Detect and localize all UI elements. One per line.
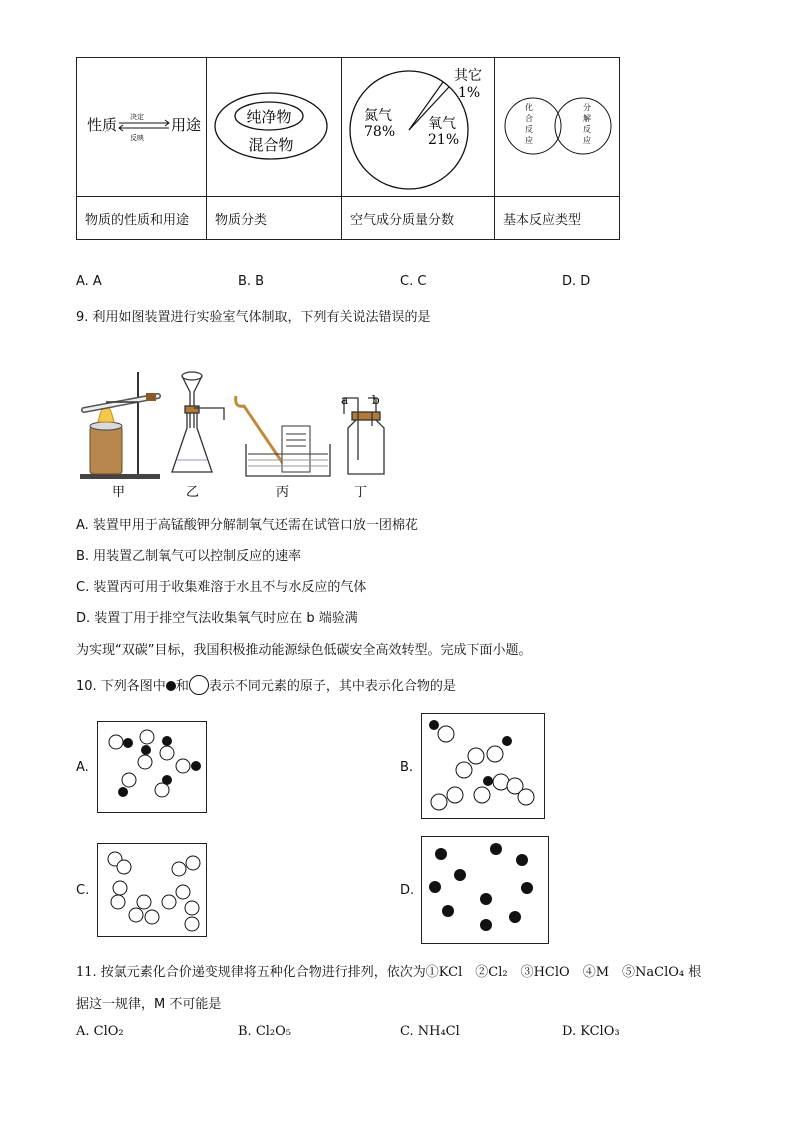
q11-stem-line1: 11. 按氯元素化合价递变规律将五种化合物进行排列，依次为①KCl ②Cl₂ ③HClO ④M ⑤NaClO₄ 根 [76, 965, 702, 980]
q10-option-a-label[interactable]: A. [76, 760, 89, 775]
classification-diagram [207, 58, 341, 192]
venn-left-char-2: 合 [525, 114, 533, 123]
double-arrow-icon [119, 120, 169, 131]
q8-option-a[interactable]: A. A [76, 274, 102, 289]
pure-substance-label: 纯净物 [246, 108, 292, 126]
port-a-label: a [341, 393, 349, 407]
other-label: 其它 [454, 68, 482, 84]
q11-stem-line2: 据这一规律，M 不可能是 [76, 997, 222, 1012]
venn-right-char-2: 解 [583, 114, 591, 123]
q11-option-b[interactable]: B. Cl₂O₅ [238, 1024, 292, 1039]
apparatus-jia-icon [80, 372, 160, 479]
mixture-label: 混合物 [248, 136, 294, 154]
n2-percent: 78% [364, 124, 396, 140]
classification-cell [207, 58, 342, 197]
other-percent: 1% [458, 85, 481, 101]
caption-reaction: 基本反应类型 [495, 197, 620, 240]
q8-option-b[interactable]: B. B [238, 274, 265, 289]
label-yi: 乙 [186, 485, 200, 500]
n2-label: 氮气 [364, 108, 392, 124]
q11-option-c[interactable]: C. NH₄Cl [400, 1024, 460, 1039]
q10-box-c[interactable] [97, 843, 207, 937]
air-pie-chart [342, 58, 494, 192]
q11-option-a[interactable]: A. ClO₂ [76, 1024, 124, 1039]
use-text: 用途 [171, 116, 202, 134]
property-use-diagram [77, 58, 206, 192]
caption-air: 空气成分质量分数 [342, 197, 495, 240]
property-use-cell [77, 58, 207, 197]
q10-stem-part2: 和 [175, 679, 189, 694]
venn-left-char-1: 化 [525, 103, 533, 112]
q10-option-b-label[interactable]: B. [400, 760, 414, 775]
q8-option-d[interactable]: D. D [562, 274, 591, 289]
q9-stem: 9. 利用如图装置进行实验室气体制取，下列有关说法错误的是 [76, 310, 431, 325]
q10-stem-part3: 表示不同元素的原子，其中表示化合物的是 [208, 679, 456, 694]
reaction-venn-diagram [495, 58, 619, 192]
label-jia: 甲 [112, 485, 126, 500]
q10-stem [76, 675, 456, 695]
apparatus-yi-icon [172, 372, 224, 472]
q9-apparatus-figure [76, 368, 396, 503]
dual-carbon-intro: 为实现“双碳”目标，我国积极推动能源绿色低碳安全高效转型。完成下面小题。 [76, 643, 532, 658]
venn-left-char-4: 应 [525, 136, 533, 145]
label-ding: 丁 [354, 485, 368, 500]
air-pie-cell [342, 58, 495, 197]
label-bing: 丙 [276, 485, 290, 500]
q10-option-d-label[interactable]: D. [400, 883, 415, 898]
q9-option-c[interactable]: C. 装置丙可用于收集难溶于水且不与水反应的气体 [76, 580, 367, 595]
q10-box-a[interactable] [97, 721, 207, 813]
venn-right-char-3: 反 [583, 125, 591, 134]
q8-option-c[interactable]: C. C [400, 274, 427, 289]
q10-stem-part1: 10. 下列各图中 [76, 679, 166, 694]
reflect-label: 反映 [130, 134, 144, 142]
q9-option-a[interactable]: A. 装置甲用于高锰酸钾分解制氧气还需在试管口放一团棉花 [76, 518, 418, 533]
port-b-label: b [372, 393, 380, 407]
venn-left-char-3: 反 [525, 125, 533, 134]
o2-percent: 21% [428, 132, 460, 148]
q8-table [76, 57, 620, 240]
q10-option-c-label[interactable]: C. [76, 883, 90, 898]
venn-right-char-4: 应 [583, 136, 591, 145]
o2-label: 氧气 [428, 116, 456, 132]
apparatus-bing-icon [236, 396, 330, 476]
venn-right-char-1: 分 [583, 103, 591, 112]
q10-box-b[interactable] [421, 713, 545, 819]
reaction-venn-cell [495, 58, 620, 197]
q11-option-d[interactable]: D. KClO₃ [562, 1024, 620, 1039]
property-text: 性质 [87, 116, 118, 134]
caption-classification: 物质分类 [207, 197, 342, 240]
q10-box-d[interactable] [421, 836, 549, 944]
caption-property-use: 物质的性质和用途 [77, 197, 207, 240]
decide-label: 决定 [130, 113, 144, 121]
q9-option-d[interactable]: D. 装置丁用于排空气法收集氧气时应在 b 端验满 [76, 611, 358, 626]
apparatus-ding-icon [344, 398, 384, 474]
q9-option-b[interactable]: B. 用装置乙制氧气可以控制反应的速率 [76, 549, 302, 564]
white-atom-icon [189, 675, 209, 695]
black-atom-icon [166, 681, 176, 691]
